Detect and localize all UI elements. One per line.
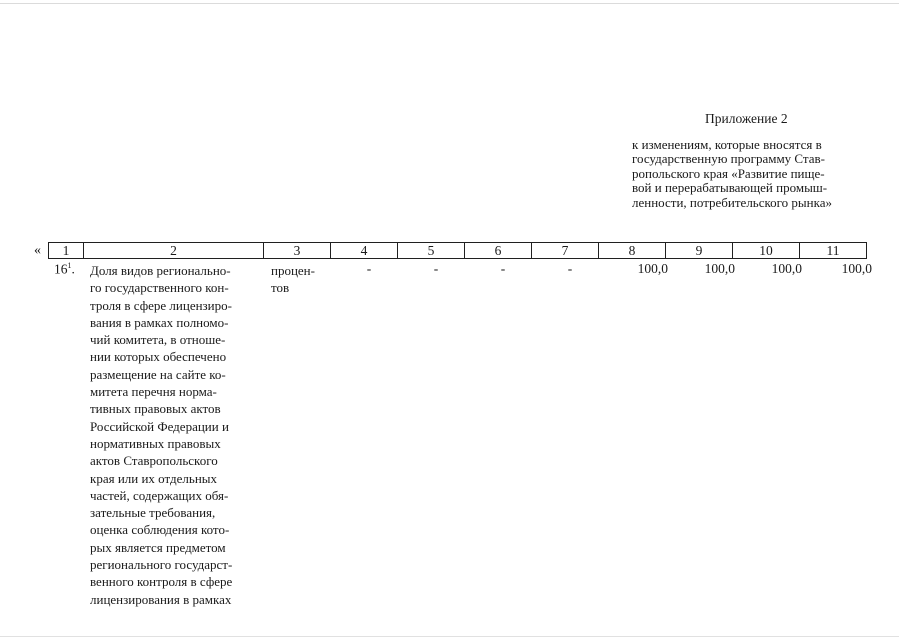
indicator-line: рых является предметом <box>90 539 226 555</box>
subtitle-line: к изменениям, которые вносятся в <box>632 137 822 152</box>
indicator-line: края или их отдельных <box>90 470 218 486</box>
indicator-line: нормативных правовых <box>90 435 221 451</box>
header-cell: 7 <box>532 243 599 259</box>
header-cell: 6 <box>465 243 532 259</box>
indicator-line: вания в рамках полномо- <box>90 314 229 330</box>
indicator-line: оценка соблюдения кото- <box>90 522 230 538</box>
row-number-main: 16 <box>54 261 68 277</box>
header-cell: 10 <box>733 243 800 259</box>
indicator-line: го государственного кон- <box>90 280 229 296</box>
subtitle-line: ленности, потребительского рынка» <box>632 194 833 210</box>
indicator-line: лицензирования в рамках <box>90 591 232 607</box>
indicator-line: зательные требования, <box>90 505 216 521</box>
header-cell: 4 <box>331 243 398 259</box>
appendix-subtitle <box>632 138 877 210</box>
indicator-line: Российской Федерации и <box>90 418 229 434</box>
value-col-9: 100,0 <box>704 261 735 276</box>
value-col-4: - <box>366 261 372 276</box>
header-cell: 11 <box>800 243 867 259</box>
column-number-header <box>48 242 867 259</box>
indicator-line: венного контроля в сфере <box>90 574 233 590</box>
value-col-7: - <box>567 261 573 276</box>
value-col-5: - <box>433 261 439 276</box>
indicator-line: регионального государст- <box>90 557 233 573</box>
unit-line: тов <box>271 280 290 296</box>
header-cell: 8 <box>599 243 666 259</box>
indicator-line: троля в сфере лицензиро- <box>90 297 232 313</box>
value-col-10: 100,0 <box>771 261 802 276</box>
indicator-line: тивных правовых актов <box>90 401 221 417</box>
indicator-line: Доля видов регионально- <box>90 263 231 278</box>
row-number <box>54 261 75 278</box>
header-cell: 1 <box>49 243 84 259</box>
row-number-superscript: 1 <box>67 261 72 270</box>
value-col-8: 100,0 <box>637 261 668 276</box>
header-cell: 3 <box>264 243 331 259</box>
unit-line: процен- <box>271 263 315 278</box>
row-number-suffix: . <box>71 261 75 277</box>
scan-edge-top <box>0 3 899 4</box>
indicator-line: размещение на сайте ко- <box>90 366 226 382</box>
indicator-line: митета перечня норма- <box>90 384 217 400</box>
value-col-6: - <box>500 261 506 276</box>
indicator-text <box>90 262 262 608</box>
indicator-line: актов Ставропольского <box>90 453 218 469</box>
header-cell: 5 <box>398 243 465 259</box>
subtitle-line: государственную программу Став- <box>632 151 825 167</box>
header-cell: 2 <box>84 243 264 259</box>
subtitle-line: вой и перерабатывающей промыш- <box>632 180 828 196</box>
header-row <box>49 243 867 259</box>
indicator-line: частей, содержащих обя- <box>90 487 229 503</box>
indicator-line: нии которых обеспечено <box>90 349 227 365</box>
value-col-11: 100,0 <box>841 261 872 276</box>
subtitle-line: ропольского края «Развитие пище- <box>632 165 825 181</box>
indicator-line: чий комитета, в отноше- <box>90 332 226 348</box>
unit-of-measure <box>271 262 331 297</box>
appendix-title: Приложение 2 <box>705 111 788 126</box>
opening-quote: « <box>34 243 41 258</box>
scan-edge-bottom <box>0 636 899 637</box>
header-cell: 9 <box>666 243 733 259</box>
